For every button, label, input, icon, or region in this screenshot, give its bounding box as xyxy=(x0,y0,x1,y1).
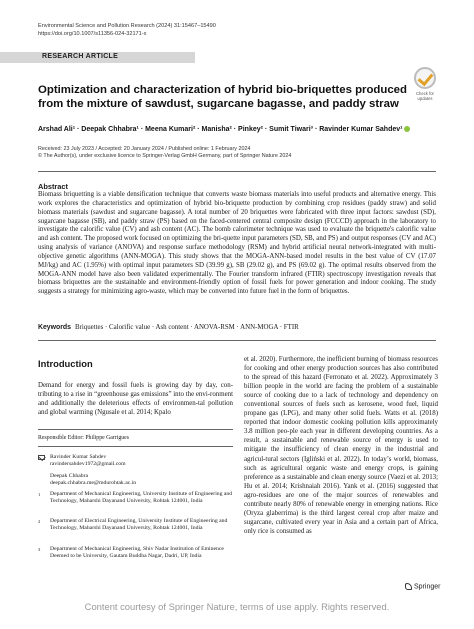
author-list xyxy=(38,126,438,133)
divider xyxy=(38,171,436,172)
corresponding-email[interactable]: ravindersahdev1972@gmail.com xyxy=(50,461,126,468)
article-type-label: RESEARCH ARTICLE xyxy=(42,53,119,60)
introduction-left-column: Demand for energy and fossil fuels is growing day by day, con-tributing to a rise in “greenhouse gas emissions” into the envi-ronment and additionally the deleterious effects of environmen-tal pollution and global warming (Ngusale et al. 2014; Kpalo xyxy=(38,382,233,416)
divider xyxy=(38,429,233,430)
affiliation-3 xyxy=(38,546,233,560)
envelope-icon xyxy=(38,455,45,460)
publisher-logo xyxy=(405,583,440,590)
journal-citation: Environmental Science and Pollution Research (2024) 31:15467–15490 xyxy=(38,23,216,29)
responsible-editor: Responsible Editor: Philippe Garrigues xyxy=(38,435,129,441)
publisher-name: Springer xyxy=(414,583,441,591)
abstract-text: Biomass briquetting is a viable densification technique that converts waste biomass materials into useful products and alternative energy. This work explores the characteristics and optimization of hybrid bio-briquette production by combining crop residues (paddy straw) and solid biomass materials (sawdust and sugarcane bagasse). A total number of 20 briquettes were fabricated with three input factors: sawdust (SD), sugarcane bagasse (SB), and paddy straw (PS) based on the faced-centered central composite design (FCCCD) approach in the laboratory to investigate the calorific value (CV) and ash content (AC). The bomb calorimeter technique was used to evaluate the briquette's calorific value and ash content. The proposed work focused on optimizing the bri-quette input parameters (SD, SB, and PS) and output responses (CV and AC) using analysis of variance (ANOVA) and response surface methodology (RSM) and hybrid artificial neural network-integrated with multi-objective genetic algorithms (ANN-MOGA). This study shows that the MOGA-ANN-based model results in the best value of CV (17.07 MJ/kg) and AC (1.95%) with optimal input parameters SD (39.99 g), SB (29.02 g), and PS (69.02 g). The optimal results observed from the MOGA-ANN model have also been validated experimentally. The Fourier transform infrared (FTIR) spectroscopy investigation reveals that biomass briquettes are the sustainable and environment-friendly option of fossil fuels for power generation and indoor cooking. The study suggests a strategy for minimizing agro-waste, which may be converted into future fuel in the form of briquettes. xyxy=(38,191,436,296)
affiliation-number: 3 xyxy=(38,547,41,552)
keywords-line xyxy=(38,324,436,331)
introduction-heading: Introduction xyxy=(38,358,93,369)
springer-horse-icon xyxy=(405,583,412,590)
journal-header xyxy=(38,23,216,38)
article-title: Optimization and characterization of hybrid bio-briquettes produced from the mixture of sawdust, sugarcane bagasse, and paddy straw xyxy=(38,84,407,110)
doi-link[interactable]: https://doi.org/10.1007/s11356-024-32171-x xyxy=(38,30,147,37)
introduction-right-column: et al. 2020). Furthermore, the inefficient burning of biomass resources for cooking and other energy production sources has also contributed to the spread of this hazard (Ferronato et al. 2022). Approximately 3 billion people in the world are facing the problem of a sustainable source of cooking due to a lack of technology and dependency on conventional sources of fuels such as kerosene, wood fuel, liquid propane gas (LPG), and many other solid fuels. Watts et al. (2018) reported that indoor domestic cooking pollution kills approximately 3.8 million peo-ple each year in different developing countries. As a result, a sustainable and renewable source of energy is used to mitigate the insufficiency of clean energy in the industrial and agricul-tural sectors (Iglińskі et al. 2022). In today’s world, biomass, such as agricultural organic waste and energy crops, is gaining preference as a sustainable and clean energy source (Vaezi et al. 2013; Hu et al. 2014; Krishnaiah 2016). Yank et al. (2016) suggested that agro-residues are one of the major sources of renewables and contribute nearly 80% of renewable energy in emerging nations. Rice (Oryza glaberrima) is the third largest cereal crop after maize and sugarcane, cultivated every year in Asia and a certain part of Africa, only rice is consumed as xyxy=(244,356,438,535)
corresponding-author: Ravinder Kumar Sahdev xyxy=(50,454,107,460)
abstract-heading: Abstract xyxy=(38,182,68,191)
affiliation-1 xyxy=(38,491,233,505)
publication-history xyxy=(38,146,291,161)
divider xyxy=(38,340,436,341)
correspondence-block xyxy=(38,454,233,487)
check-updates-label: Check for updates xyxy=(416,91,434,101)
affiliation-text: Department of Mechanical Engineering, University Institute of Engineering and Technology, Maharshi Dayanand University, Rohtak 124001, India xyxy=(50,491,233,505)
affiliation-text: Department of Mechanical Engineering, Shiv Nadar Institution of Eminence Deemed to be University, Gautam Buddha Nagar, Dadri, UP, India xyxy=(50,546,224,560)
footer-notice: Content courtesy of Springer Nature, terms of use apply. Rights reserved. xyxy=(84,601,390,612)
affiliation-2 xyxy=(38,518,233,532)
divider xyxy=(38,446,233,447)
corresponding-author: Deepak Chhabra xyxy=(50,473,89,480)
orcid-icon[interactable] xyxy=(404,126,410,132)
author-names: Arshad Ali¹ · Deepak Chhabra¹ · Meena Kumari² · Manisha² · Pinkey² · Sumit Tiwari³ · Ravinder Kumar Sahdev¹ xyxy=(38,126,403,133)
keywords-label: Keywords xyxy=(38,324,71,331)
history-dates: Received: 23 July 2023 / Accepted: 20 January 2024 / Published online: 1 February 2024 xyxy=(38,146,251,152)
affiliation-number: 2 xyxy=(38,519,41,524)
corresponding-email[interactable]: deepak.chhabra.me@mdurohtak.ac.in xyxy=(50,480,137,487)
affiliation-number: 1 xyxy=(38,492,41,497)
copyright-line: © The Author(s), under exclusive licence to Springer-Verlag GmbH Germany, part of Springer Nature 2024 xyxy=(38,153,292,160)
keywords-text: Briquettes · Calorific value · Ash content · ANOVA-RSM · ANN-MOGA · FTIR xyxy=(74,324,299,331)
check-for-updates-badge[interactable] xyxy=(410,67,440,101)
affiliation-text: Department of Electrical Engineering, University Institute of Engineering and Technology, Maharshi Dayanand University, Rohtak 124001, India xyxy=(50,518,228,532)
check-updates-icon xyxy=(414,67,436,89)
